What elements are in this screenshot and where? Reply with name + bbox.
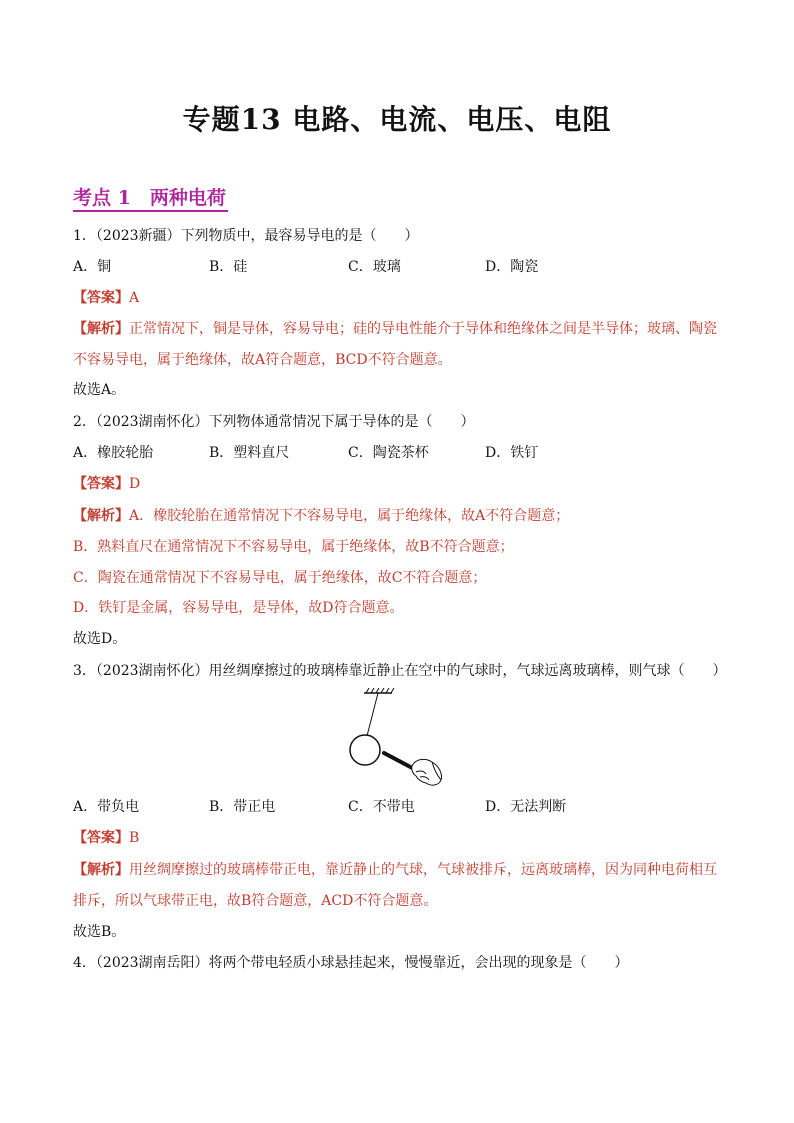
- answer-value: B: [129, 830, 140, 846]
- question-2-analysis-line-2: B．熟料直尺在通常情况下不容易导电，属于绝缘体，故B不符合题意；: [73, 539, 514, 555]
- analysis-text: 用丝绸摩擦过的玻璃棒带正电，靠近静止的气球，气球被排斥，远离玻璃棒，因为同种电荷相互: [129, 862, 717, 878]
- option-d: D．铁钉: [485, 445, 539, 461]
- question-1-stem: 1．（2023新疆）下列物质中，最容易导电的是（ ）: [73, 228, 419, 244]
- answer-value: D: [129, 476, 141, 492]
- hand-icon: [412, 759, 442, 785]
- question-2-answer: [73, 474, 140, 494]
- option-c: C．不带电: [348, 799, 415, 815]
- question-1-conclusion: 故选A。: [73, 382, 126, 398]
- option-c: C．陶瓷茶杯: [348, 445, 429, 461]
- option-b: B．塑料直尺: [209, 445, 290, 461]
- question-2-analysis-line-1: [73, 506, 569, 526]
- question-2-analysis-line-3: C．陶瓷在通常情况下不容易导电，属于绝缘体，故C不符合题意；: [73, 570, 487, 586]
- option-d: D．无法判断: [485, 799, 567, 815]
- balloon-diagram: [346, 688, 450, 792]
- answer-label: 【答案】: [73, 290, 129, 306]
- question-2-analysis-line-4: D．铁钉是金属，容易导电，是导体，故D符合题意。: [73, 600, 404, 616]
- question-2-stem: 2．（2023湖南怀化）下列物体通常情况下属于导体的是（ ）: [73, 414, 475, 430]
- question-1-analysis-line-2: 不容易导电，属于绝缘体，故A符合题意，BCD不符合题意。: [73, 352, 452, 368]
- answer-label: 【答案】: [73, 830, 129, 846]
- analysis-label: 【解析】: [73, 862, 129, 878]
- analysis-text: 正常情况下，铜是导体，容易导电；硅的导电性能介于导体和绝缘体之间是半导体；玻璃、陶瓷: [129, 321, 717, 337]
- option-a: A．铜: [73, 259, 112, 275]
- option-a: A．橡胶轮胎: [73, 445, 154, 461]
- question-3-stem: 3．（2023湖南怀化）用丝绸摩擦过的玻璃棒靠近静止在空中的气球时，气球远离玻璃棒，则气球（ ）: [73, 663, 727, 679]
- question-3-analysis-line-2: 排斥，所以气球带正电，故B符合题意，ACD不符合题意。: [73, 893, 438, 909]
- option-a: A．带负电: [73, 799, 140, 815]
- option-b: B．带正电: [209, 799, 276, 815]
- balloon-glass-rod-figure: [346, 688, 450, 796]
- option-b: B．硅: [209, 259, 248, 275]
- balloon-icon: [350, 735, 380, 765]
- analysis-label: 【解析】: [73, 321, 129, 337]
- section-title: 考点 1 两种电荷: [73, 186, 228, 212]
- analysis-label: 【解析】: [73, 508, 129, 524]
- question-2-conclusion: 故选D。: [73, 631, 127, 647]
- question-1-analysis-line-1: [73, 319, 717, 339]
- question-1-answer: [73, 288, 139, 308]
- option-d: D．陶瓷: [485, 259, 539, 275]
- question-4-stem: 4．（2023湖南岳阳）将两个带电轻质小球悬挂起来，慢慢靠近，会出现的现象是（ ）: [73, 955, 629, 971]
- question-3-conclusion: 故选B。: [73, 924, 126, 940]
- question-3-answer: [73, 828, 139, 848]
- answer-value: A: [129, 290, 140, 306]
- page-title: 专题13 电路、电流、电压、电阻: [182, 103, 612, 136]
- question-3-analysis-line-1: [73, 860, 717, 880]
- option-c: C．玻璃: [348, 259, 401, 275]
- analysis-text: A．橡胶轮胎在通常情况下不容易导电，属于绝缘体，故A不符合题意；: [129, 508, 570, 524]
- answer-label: 【答案】: [73, 476, 129, 492]
